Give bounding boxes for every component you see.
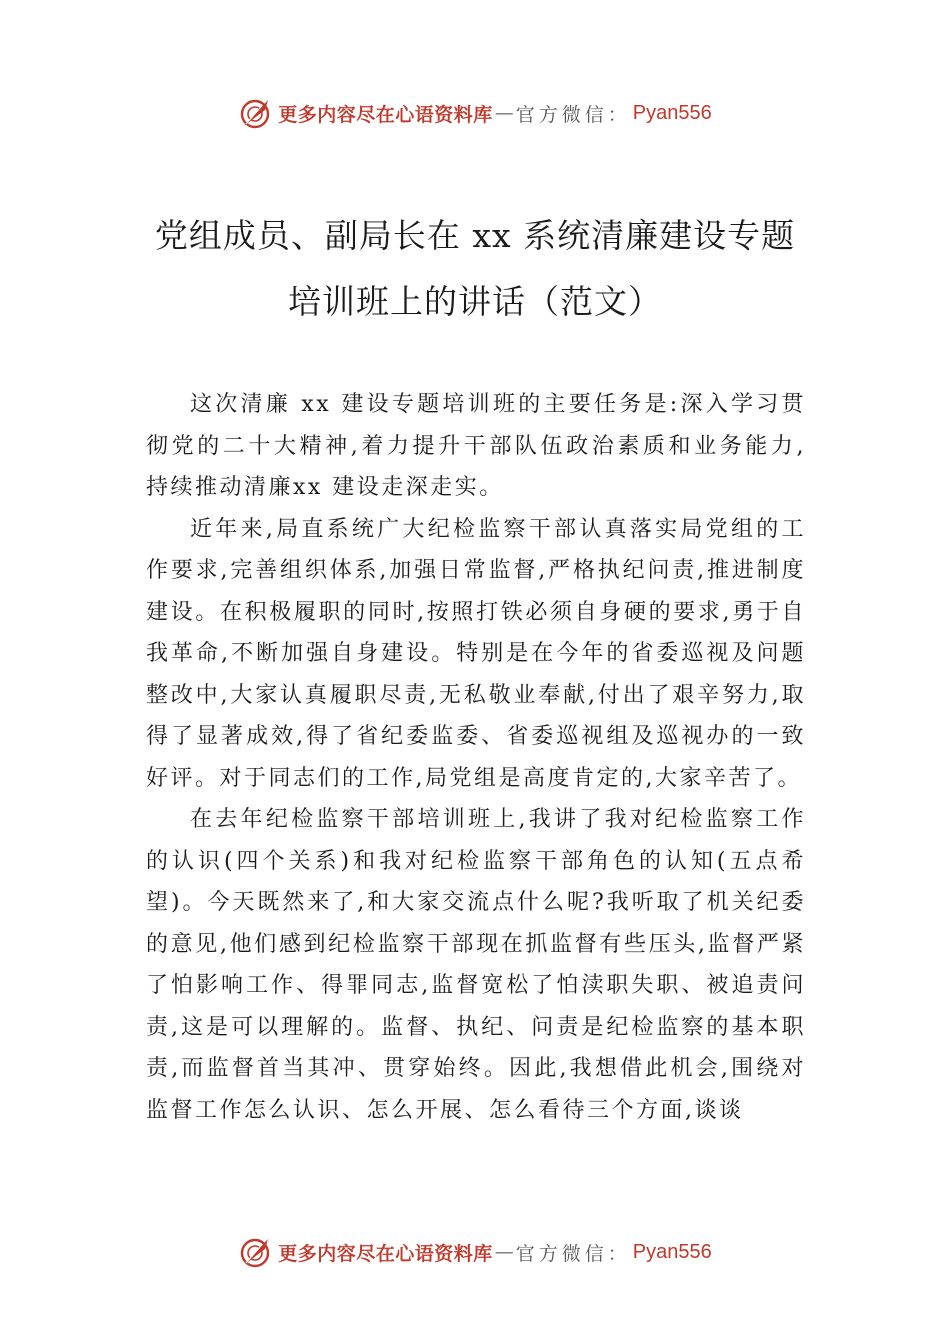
- banner-dash: —: [494, 102, 514, 124]
- banner-official-label: 官方微信：: [515, 103, 631, 126]
- banner-dash: —: [494, 1241, 514, 1263]
- paragraph-2: 近年来,局直系统广大纪检监察干部认真落实局党组的工作要求,完善组织体系,加强日常监督,严格执纪问责,推进制度建设。在积极履职的同时,按照打铁必须自身硬的要求,勇于自我革命,不断加强自身建设。特别是在今年的省委巡视及问题整改中,大家认真履职尽责,无私敬业奉献,付出了艰辛努力,取得了显著成效,得了省纪委监委、省委巡视组及巡视办的一致好评。对于同志们的工作,局党组是高度肯定的,大家辛苦了。: [146, 516, 806, 791]
- document-title: [120, 203, 830, 335]
- header-banner: [0, 93, 950, 133]
- title-line-1: 党组成员、副局长在 xx 系统清廉建设专题: [154, 216, 796, 255]
- paragraph-1: 这次清廉 xx 建设专题培训班的主要任务是:深入学习贯彻党的二十大精神,着力提升干部队伍政治素质和业务能力, 持续推动清廉xx 建设走深走实。: [146, 392, 806, 500]
- banner-wechat-id: Pyan556: [632, 1240, 712, 1263]
- quill-logo-icon: [238, 1235, 272, 1269]
- banner-brand-text: 更多内容尽在心语资料库: [278, 103, 493, 126]
- document-body: [146, 384, 806, 1131]
- banner-official-label: 官方微信：: [515, 1242, 631, 1265]
- banner-brand-text: 更多内容尽在心语资料库: [278, 1242, 493, 1265]
- paragraph-3: 在去年纪检监察干部培训班上,我讲了我对纪检监察工作的认识(四个关系)和我对纪检监察干部角色的认知(五点希望)。今天既然来了,和大家交流点什么呢?我听取了机关纪委的意见,他们感到纪检监察干部现在抓监督有些压头,监督严紧了怕影响工作、得罪同志,监督宽松了怕渎职失职、被追责问责,这是可以理解的。监督、执纪、问责是纪检监察的基本职责,而监督首当其冲、贯穿始终。因此,我想借此机会,围绕对监督工作怎么认识、怎么开展、怎么看待三个方面,谈谈: [146, 807, 806, 1123]
- quill-logo-icon: [238, 96, 272, 130]
- footer-banner: [0, 1232, 950, 1272]
- title-line-2: 培训班上的讲话（范文）: [288, 282, 662, 321]
- banner-wechat-id: Pyan556: [632, 101, 712, 124]
